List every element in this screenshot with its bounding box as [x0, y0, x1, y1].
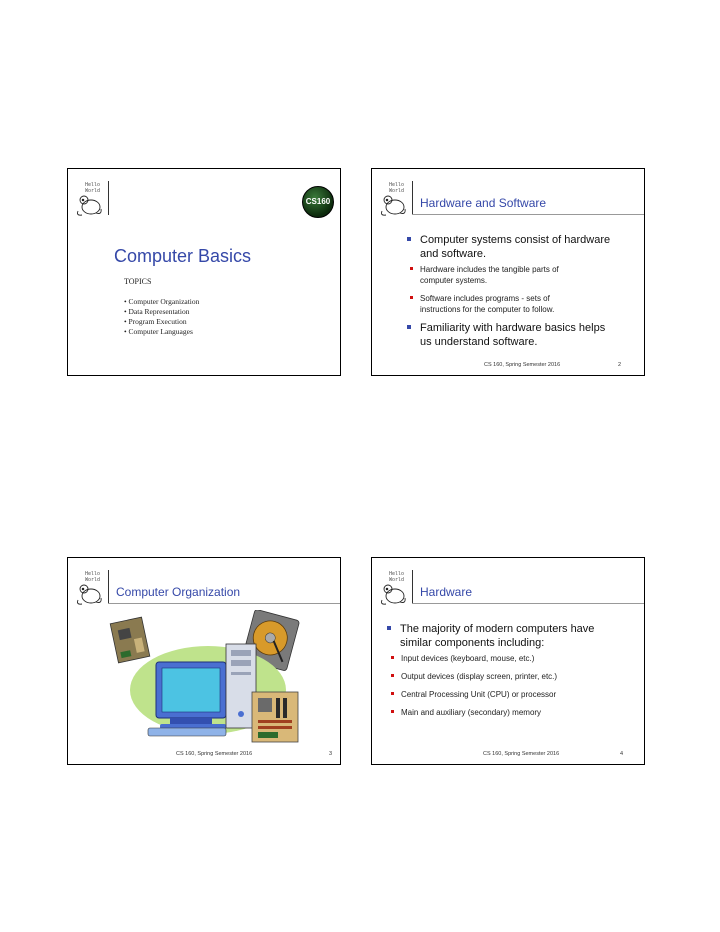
- hello-world-logo-text: Hello World: [85, 571, 101, 583]
- topic-item: • Computer Languages: [124, 327, 193, 336]
- mouse-cartoon-icon: [74, 580, 104, 606]
- sub-bullet-item: Output devices (display screen, printer, etc.): [401, 671, 557, 682]
- mouse-cartoon-icon: [378, 191, 408, 217]
- topic-item: • Program Execution: [124, 317, 187, 326]
- header-divider-horizontal: [108, 603, 340, 604]
- header-divider-vertical: [412, 570, 413, 604]
- bullet-item: The majority of modern computers have similar components including:: [400, 622, 594, 650]
- slide-footer: CS 160, Spring Semester 2016: [484, 362, 561, 368]
- sub-bullet-marker-icon: [391, 692, 394, 695]
- bullet-marker-icon: [407, 325, 411, 329]
- motherboard-icon: [252, 692, 298, 742]
- slide-3: [67, 557, 341, 765]
- sub-bullet-item: Hardware includes the tangible parts of computer systems.: [420, 264, 559, 286]
- header-divider-horizontal: [412, 214, 644, 215]
- bullet-item: Familiarity with hardware basics helps us understand software.: [420, 321, 605, 349]
- slide-2: [371, 168, 645, 376]
- sub-bullet-marker-icon: [391, 710, 394, 713]
- mouse-cartoon-icon: [74, 191, 104, 217]
- slide-title: Hardware and Software: [420, 196, 547, 210]
- sub-bullet-item: Input devices (keyboard, mouse, etc.): [401, 653, 534, 664]
- sub-bullet-marker-icon: [391, 656, 394, 659]
- keyboard-icon: [148, 728, 226, 736]
- cs160-badge: CS160: [302, 186, 334, 218]
- header-divider-horizontal: [412, 603, 644, 604]
- topics-list: [124, 297, 199, 337]
- computer-hardware-clipart: [108, 610, 308, 745]
- hello-world-logo-text: Hello World: [85, 182, 101, 194]
- slide-title: Hardware: [420, 585, 473, 599]
- mouse-cartoon-icon: [378, 580, 408, 606]
- topic-item: • Data Representation: [124, 307, 190, 316]
- sub-bullet-item: Software includes programs - sets of instructions for the computer to follow.: [420, 293, 554, 315]
- slide-title: Computer Organization: [116, 585, 241, 599]
- header-divider-vertical: [108, 181, 109, 215]
- sub-bullet-marker-icon: [410, 267, 413, 270]
- slide-footer: CS 160, Spring Semester 2016: [483, 751, 560, 757]
- page-number: 2: [618, 362, 622, 368]
- slide-4: [371, 557, 645, 765]
- hello-world-logo-text: Hello World: [389, 571, 405, 583]
- bullet-marker-icon: [407, 237, 411, 241]
- slide-title: Computer Basics: [114, 246, 252, 266]
- header-divider-vertical: [412, 181, 413, 215]
- expansion-card-icon: [110, 617, 150, 663]
- bullet-marker-icon: [387, 626, 391, 630]
- sub-bullet-item: Central Processing Unit (CPU) or processor: [401, 689, 556, 700]
- slide-1: [67, 168, 341, 376]
- sub-bullet-marker-icon: [391, 674, 394, 677]
- slide-footer: CS 160, Spring Semester 2016: [176, 751, 253, 757]
- topics-heading: TOPICS: [124, 277, 152, 286]
- computer-tower-icon: [226, 644, 256, 728]
- sub-bullet-marker-icon: [410, 296, 413, 299]
- hello-world-logo-text: Hello World: [389, 182, 405, 194]
- bullet-item: Computer systems consist of hardware and software.: [420, 233, 610, 261]
- sub-bullet-item: Main and auxiliary (secondary) memory: [401, 707, 541, 718]
- topic-item: • Computer Organization: [124, 297, 200, 306]
- header-divider-vertical: [108, 570, 109, 604]
- page-number: 3: [329, 751, 333, 757]
- page-number: 4: [620, 751, 624, 757]
